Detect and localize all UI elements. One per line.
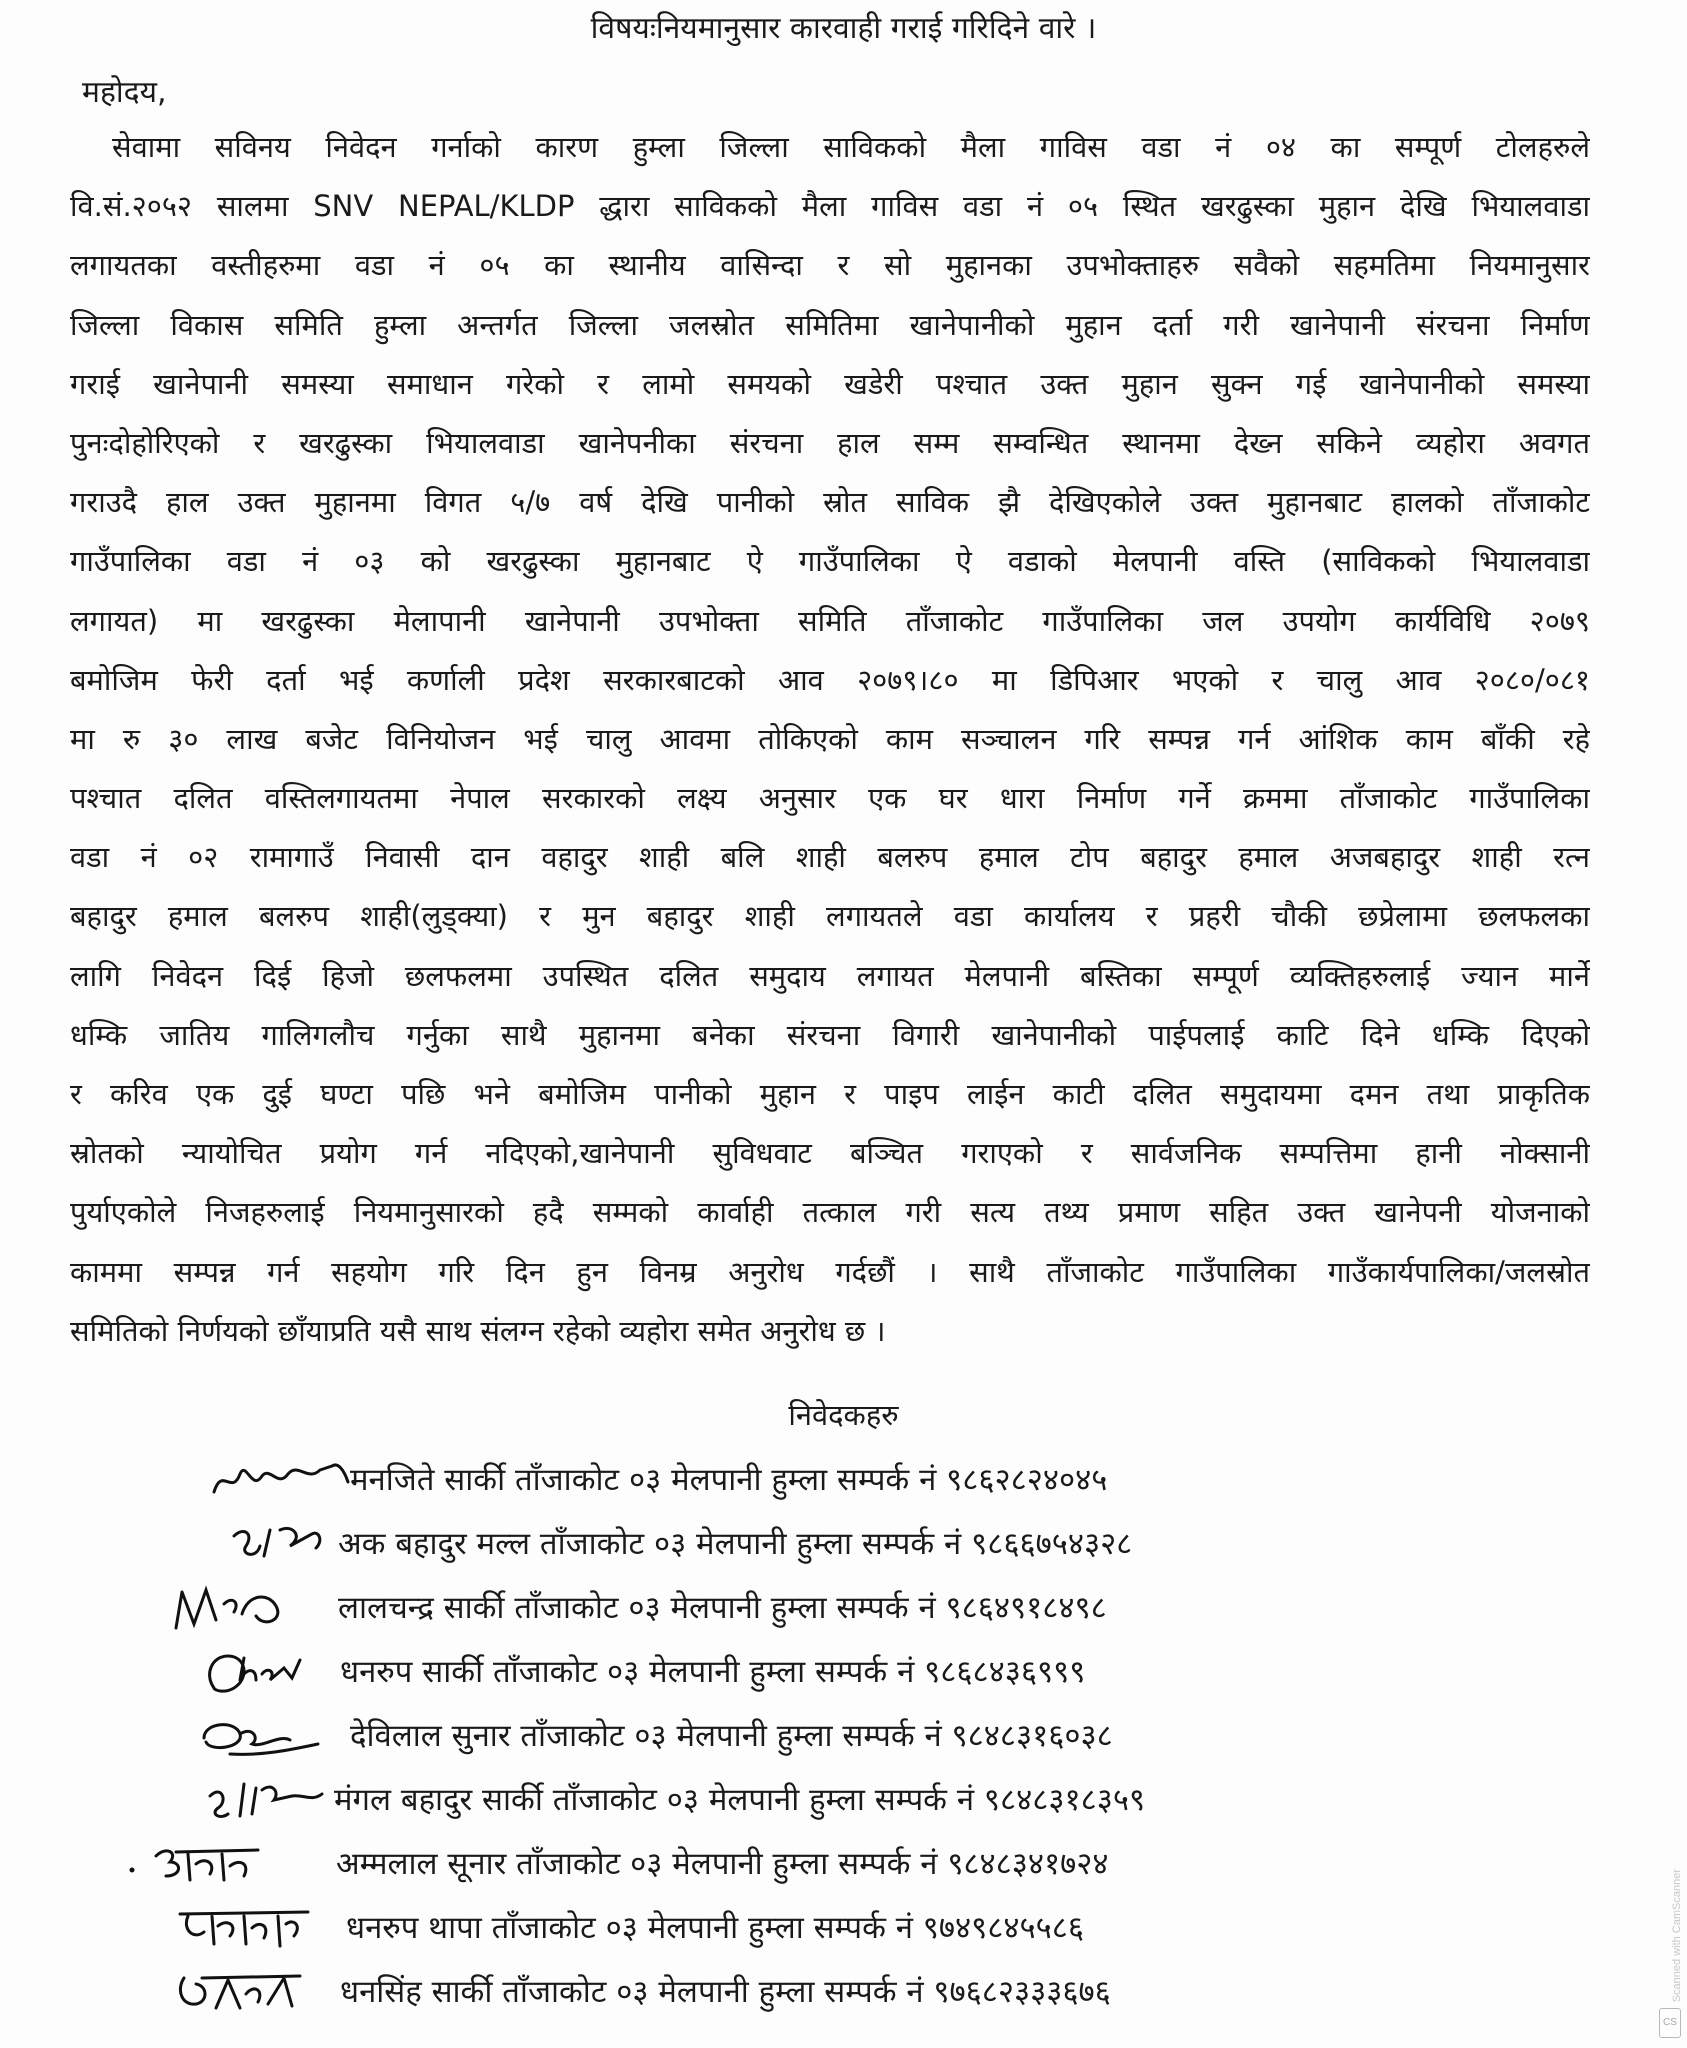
- body-line: बमोजिम फेरी दर्ता भई कर्णाली प्रदेश सरकारबाटको आव २०७९।८० मा डिपिआर भएको र चालु आव २०८०/०८१: [70, 662, 1590, 697]
- applicant-details: अक बहादुर मल्ल ताँजाकोट ०३ मेलपानी हुम्ला सम्पर्क नं ९८६६७५४३२८: [338, 1526, 1133, 1562]
- applicant-row: [0, 1832, 1687, 1896]
- applicant-details: देविलाल सुनार ताँजाकोट ०३ मेलपानी हुम्ला सम्पर्क नं ९८४८३१६०३८: [350, 1718, 1113, 1754]
- applicant-row: [0, 1896, 1687, 1960]
- subject-line: विषयःनियमानुसार कारवाही गराई गरिदिने वारे ।: [590, 11, 1097, 46]
- applicant-details: धनसिंह सार्की ताँजाकोट ०३ मेलपानी हुम्ला सम्पर्क नं ९७६८२३३३६७६: [340, 1974, 1111, 2010]
- body-line: लगायत) मा खरढुस्का मेलापानी खानेपानी उपभोक्ता समिति ताँजाकोट गाउँपालिका जल उपयोग कार्यविधि २०७९: [70, 603, 1590, 638]
- body-line: लगायतका वस्तीहरुमा वडा नं ०५ का स्थानीय वासिन्दा र सो मुहानका उपभोक्ताहरु सवैको सहमतिमा नियमानुसार: [70, 248, 1590, 283]
- body-line: काममा सम्पन्न गर्न सहयोग गरि दिन हुन विनम्र अनुरोध गर्दछौं । साथै ताँजाकोट गाउँपालिका गाउँकार्यपालिका/जलस्रोत: [70, 1254, 1590, 1289]
- applicant-row: [0, 1576, 1687, 1640]
- applicants-heading: निवेदकहरु: [788, 1398, 899, 1432]
- applicant-row: [0, 1512, 1687, 1576]
- signature: [168, 1900, 318, 1954]
- body-line: गाउँपालिका वडा नं ०३ को खरढुस्का मुहानबाट ऐ गाउँपालिका ऐ वडाको मेलपानी वस्ति (साविकको भियालवाडा: [70, 544, 1590, 579]
- scanner-watermark: [1659, 1788, 1683, 2038]
- body-line: पुनःदोहोरिएको र खरढुस्का भियालवाडा खानेपनीका संरचना हाल सम्म सम्वन्धित स्थानमा देख्न सकिने व्यहोरा अवगत: [70, 425, 1590, 460]
- body-line: पश्चात दलित वस्तिलगायतमा नेपाल सरकारको लक्ष्य अनुसार एक घर धारा निर्माण गर्ने क्रममा ताँजाकोट गाउँपालिका: [70, 781, 1590, 816]
- body-line: लागि निवेदन दिई हिजो छलफलमा उपस्थित दलित समुदाय लगायत मेलपानी बस्तिका सम्पूर्ण व्यक्तिहरुलाई ज्यान मार्ने: [70, 958, 1590, 993]
- body-line: समितिको निर्णयको छाँयाप्रति यसै साथ संलग्न रहेको व्यहोरा समेत अनुरोध छ ।: [70, 1313, 886, 1348]
- salutation: महोदय,: [82, 75, 167, 110]
- applicant-row: [0, 1704, 1687, 1768]
- applicant-details: धनरुप सार्की ताँजाकोट ०३ मेलपानी हुम्ला सम्पर्क नं ९८६८४३६९९९: [340, 1654, 1086, 1690]
- body-line: जिल्ला विकास समिति हुम्ला अन्तर्गत जिल्ला जलस्रोत समितिमा खानेपानीको मुहान दर्ता गरी खानेपानी संरचना निर्माण: [70, 307, 1590, 342]
- applicant-row: [0, 1448, 1687, 1512]
- applicant-details: लालचन्द्र सार्की ताँजाकोट ०३ मेलपानी हुम्ला सम्पर्क नं ९८६४९१८४९८: [338, 1590, 1107, 1626]
- applicant-details: मनजिते सार्की ताँजाकोट ०३ मेलपानी हुम्ला सम्पर्क नं ९८६२८२४०४५: [350, 1462, 1108, 1498]
- body-line: वि.सं.२०५२ सालमा SNV NEPAL/KLDP द्धारा साविकको मैला गाविस वडा नं ०५ स्थित खरढुस्का मुहान देखि भियालवाडा: [70, 189, 1590, 224]
- body-line: सेवामा सविनय निवेदन गर्नाको कारण हुम्ला जिल्ला साविकको मैला गाविस वडा नं ०४ का सम्पूर्ण टोलहरुले: [112, 130, 1590, 164]
- camscanner-logo-icon: CS: [1659, 2008, 1681, 2038]
- scanner-watermark-text: Scanned with CamScanner: [1671, 1868, 1683, 2002]
- body-line: गराई खानेपानी समस्या समाधान गरेको र लामो समयको खडेरी पश्चात उक्त मुहान सुक्न गई खानेपानीको समस्या: [70, 366, 1590, 401]
- applicant-details: मंगल बहादुर सार्की ताँजाकोट ०३ मेलपानी हुम्ला सम्पर्क नं ९८४८३१८३५९: [334, 1782, 1146, 1818]
- applicant-row: [0, 1960, 1687, 2024]
- signature: [168, 1580, 318, 1634]
- signature: [168, 1964, 318, 2018]
- signature: [200, 1772, 350, 1826]
- body-line: धम्कि जातिय गालिगलौच गर्नुका साथै मुहानमा बनेका संरचना विगारी खानेपानीको पाईपलाई काटि दिने धम्कि दिएको: [70, 1017, 1590, 1052]
- signature: [208, 1452, 358, 1506]
- applicant-row: [0, 1768, 1687, 1832]
- applicant-details: धनरुप थापा ताँजाकोट ०३ मेलपानी हुम्ला सम्पर्क नं ९७४९८४५५८६: [346, 1910, 1084, 1946]
- applicant-row: [0, 1640, 1687, 1704]
- body-line: र करिव एक दुई घण्टा पछि भने बमोजिम पानीको मुहान र पाइप लाईन काटी दलित समुदायमा दमन तथा प्राकृतिक: [70, 1077, 1590, 1111]
- applicants-list: [0, 1448, 1687, 2024]
- body-line: स्रोतको न्यायोचित प्रयोग गर्न नदिएको,खानेपानी सुविधवाट बञ्चित गराएको र सार्वजनिक सम्पत्तिमा हानी नोक्सानी: [70, 1136, 1590, 1171]
- body-line: गराउदै हाल उक्त मुहानमा विगत ५/७ वर्ष देखि पानीको स्रोत साविक झै देखिएकोले उक्त मुहानबाट हालको ताँजाकोट: [70, 485, 1590, 520]
- signature: [190, 1708, 340, 1762]
- body-line: बहादुर हमाल बलरुप शाही(लुड्क्या) र मुन बहादुर शाही लगायतले वडा कार्यालय र प्रहरी चौकी छप्रेलामा छलफलका: [70, 899, 1590, 934]
- body-line: मा रु ३० लाख बजेट विनियोजन भई चालु आवमा तोकिएको काम सञ्चालन गरि सम्पन्न गर्न आंशिक काम बाँकी रहे: [70, 721, 1590, 756]
- applicant-details: अम्मलाल सूनार ताँजाकोट ०३ मेलपानी हुम्ला सम्पर्क नं ९८४८३४१७२४: [336, 1846, 1109, 1882]
- letter-body: [70, 118, 1590, 1361]
- signature: [196, 1644, 346, 1698]
- signature: [126, 1836, 276, 1890]
- body-line: पुर्याएकोले निजहरुलाई नियमानुसारको हदै सम्मको कार्वाही तत्काल गरी सत्य तथ्य प्रमाण सहित उक्त खानेपनी योजनाको: [70, 1195, 1590, 1230]
- body-line: वडा नं ०२ रामागाउँ निवासी दान वहादुर शाही बलि शाही बलरुप हमाल टोप बहादुर हमाल अजबहादुर शाही रत्न: [70, 840, 1590, 875]
